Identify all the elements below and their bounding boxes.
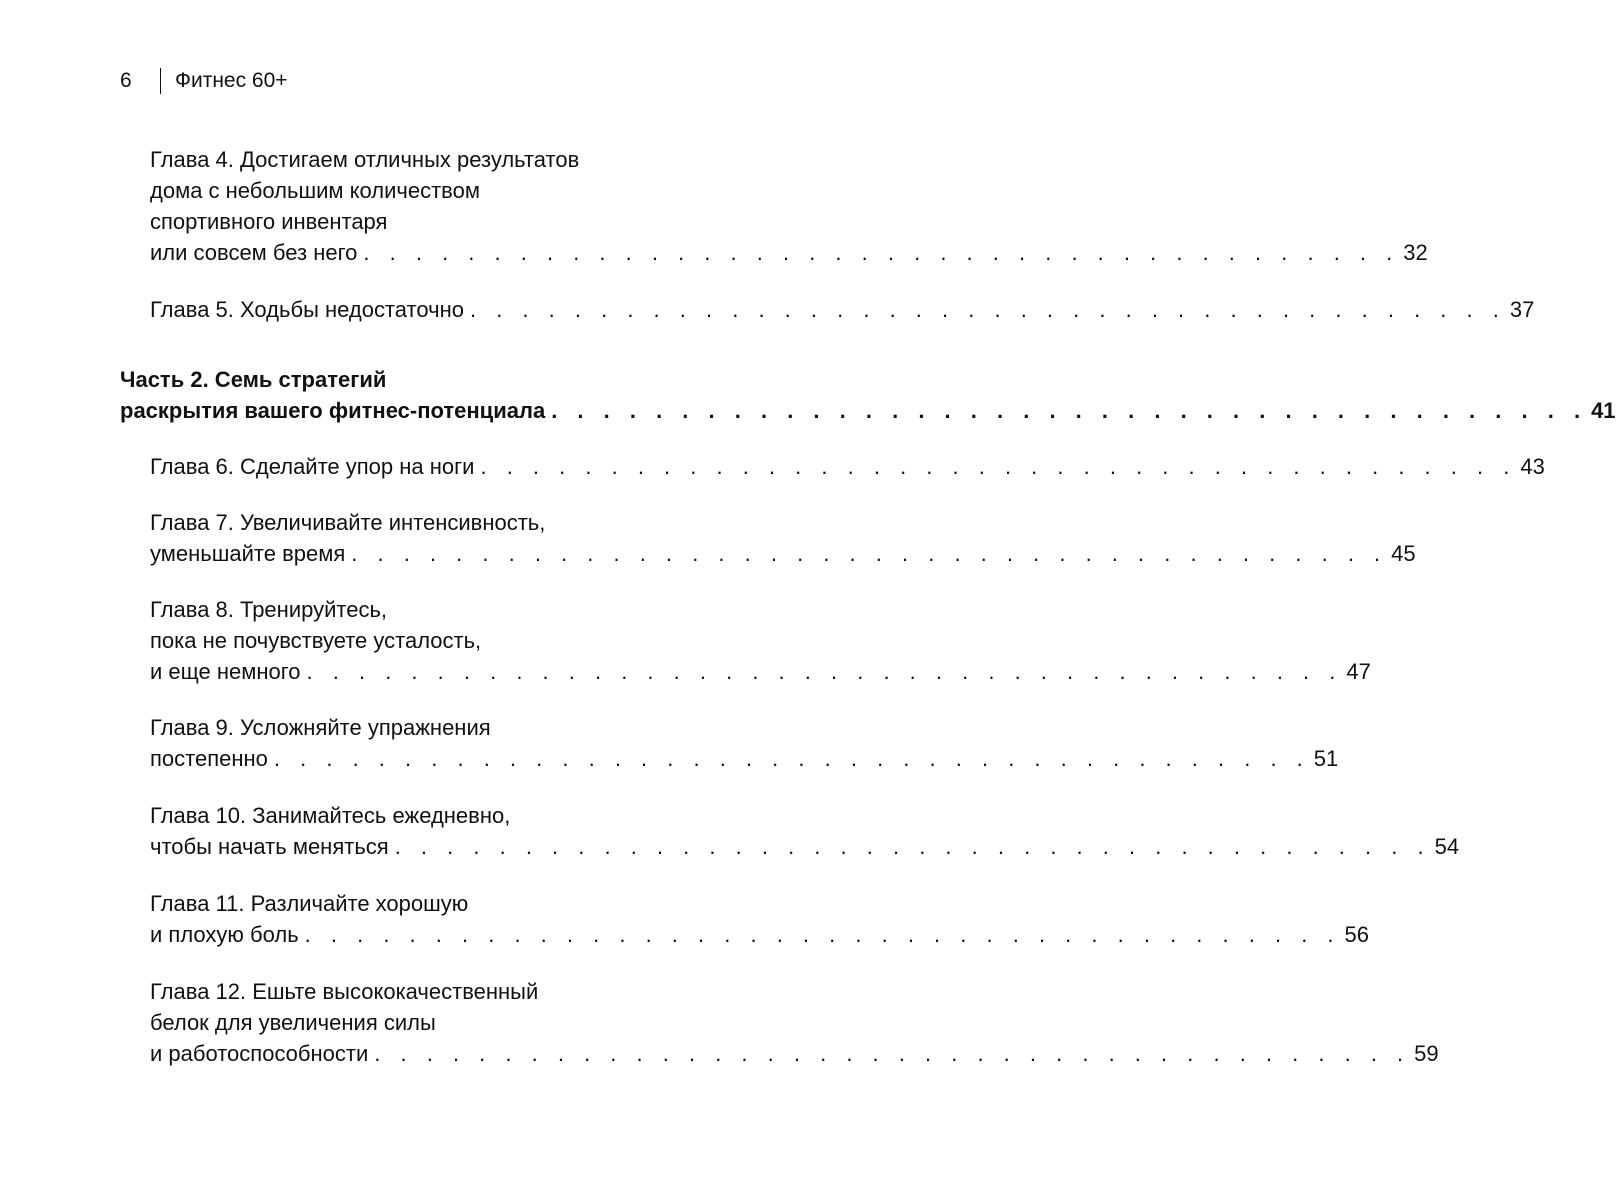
toc-entry-text-line: Глава 11. Различайте хорошую	[150, 891, 469, 916]
running-head	[120, 66, 288, 96]
toc-entry-chapter-10[interactable]	[150, 800, 1460, 862]
toc-entry-chapter-12[interactable]	[150, 976, 1439, 1069]
toc-page-number: 59	[1414, 1041, 1439, 1066]
toc-entry-text-line: Глава 5. Ходьбы недостаточно	[150, 297, 464, 322]
page-number: 6	[120, 69, 132, 92]
toc-entry-chapter-8[interactable]	[150, 594, 1371, 687]
toc-page-number: 37	[1509, 297, 1535, 322]
dot-leader: . . . . . . . . . . . . . . . . . . . . . . . . . . . . . . . . . . . . . . . .	[394, 834, 1431, 859]
toc-entry-text-line: спортивного инвентаря	[150, 209, 388, 234]
toc-entry-text-line: и работоспособности	[150, 1041, 369, 1066]
toc-entry-text-line: Часть 2. Семь стратегий	[120, 367, 387, 392]
dot-leader: . . . . . . . . . . . . . . . . . . . . . . . . . . . . . . . . . . . . . . . .	[469, 297, 1506, 322]
toc-entry-text-line: Глава 10. Занимайтесь ежедневно,	[150, 803, 511, 828]
toc-entry-text-line: белок для увеличения силы	[150, 1010, 436, 1035]
toc-entry-text-line: постепенно	[150, 746, 268, 771]
toc-entry-text-line: уменьшайте время	[150, 541, 346, 566]
toc-page-number: 51	[1313, 746, 1339, 771]
toc-entry-chapter-6[interactable]	[150, 451, 1545, 482]
toc-entry-part-2[interactable]	[120, 364, 1616, 426]
toc-page-number: 43	[1520, 454, 1545, 479]
toc-page-number: 41	[1591, 398, 1616, 423]
toc-entry-text-line: Глава 4. Достигаем отличных результатов	[150, 147, 580, 172]
dot-leader: . . . . . . . . . . . . . . . . . . . . . . . . . . . . . . . . . . . . . . . .	[363, 240, 1400, 265]
toc-page-number: 56	[1344, 922, 1370, 947]
toc-entry-text-line: Глава 9. Усложняйте упражнения	[150, 715, 491, 740]
toc-entry-chapter-4[interactable]	[150, 144, 1428, 268]
toc-page-number: 32	[1403, 240, 1428, 265]
toc-entry-chapter-9[interactable]	[150, 712, 1339, 774]
toc-entry-chapter-11[interactable]	[150, 888, 1370, 950]
toc-entry-text-line: или совсем без него	[150, 240, 358, 265]
dot-leader: . . . . . . . . . . . . . . . . . . . . . . . . . . . . . . . . . . . . . . . .	[351, 541, 1388, 566]
toc-page-number: 54	[1434, 834, 1460, 859]
toc-page-number: 47	[1346, 659, 1371, 684]
dot-leader: . . . . . . . . . . . . . . . . . . . . . . . . . . . . . . . . . . . . . . . .	[304, 922, 1341, 947]
toc-entry-text-line: чтобы начать меняться	[150, 834, 389, 859]
toc-page-number: 45	[1391, 541, 1416, 566]
dot-leader: . . . . . . . . . . . . . . . . . . . . . . . . . . . . . . . . . . . . . . . .	[551, 398, 1588, 423]
toc-entry-text-line: раскрытия вашего фитнес-потенциала	[120, 398, 546, 423]
toc-entry-text-line: Глава 8. Тренируйтесь,	[150, 597, 388, 622]
toc-entry-text-line: Глава 12. Ешьте высококачественный	[150, 979, 539, 1004]
dot-leader: . . . . . . . . . . . . . . . . . . . . . . . . . . . . . . . . . . . . . . . .	[306, 659, 1343, 684]
toc-entry-text-line: Глава 7. Увеличивайте интенсивность,	[150, 510, 546, 535]
toc-entry-chapter-5[interactable]	[150, 294, 1535, 325]
header-divider	[160, 68, 161, 94]
book-title: Фитнес 60+	[175, 69, 288, 92]
dot-leader: . . . . . . . . . . . . . . . . . . . . . . . . . . . . . . . . . . . . . . . .	[374, 1041, 1411, 1066]
toc-entry-text-line: дома с небольшим количеством	[150, 178, 480, 203]
toc-entry-text-line: и еще немного	[150, 659, 301, 684]
dot-leader: . . . . . . . . . . . . . . . . . . . . . . . . . . . . . . . . . . . . . . . .	[273, 746, 1310, 771]
toc-entry-text-line: Глава 6. Сделайте упор на ноги	[150, 454, 475, 479]
toc-entry-text-line: пока не почувствуете усталость,	[150, 628, 482, 653]
dot-leader: . . . . . . . . . . . . . . . . . . . . . . . . . . . . . . . . . . . . . . . .	[480, 454, 1517, 479]
toc-entry-chapter-7[interactable]	[150, 507, 1416, 569]
toc-entry-text-line: и плохую боль	[150, 922, 299, 947]
